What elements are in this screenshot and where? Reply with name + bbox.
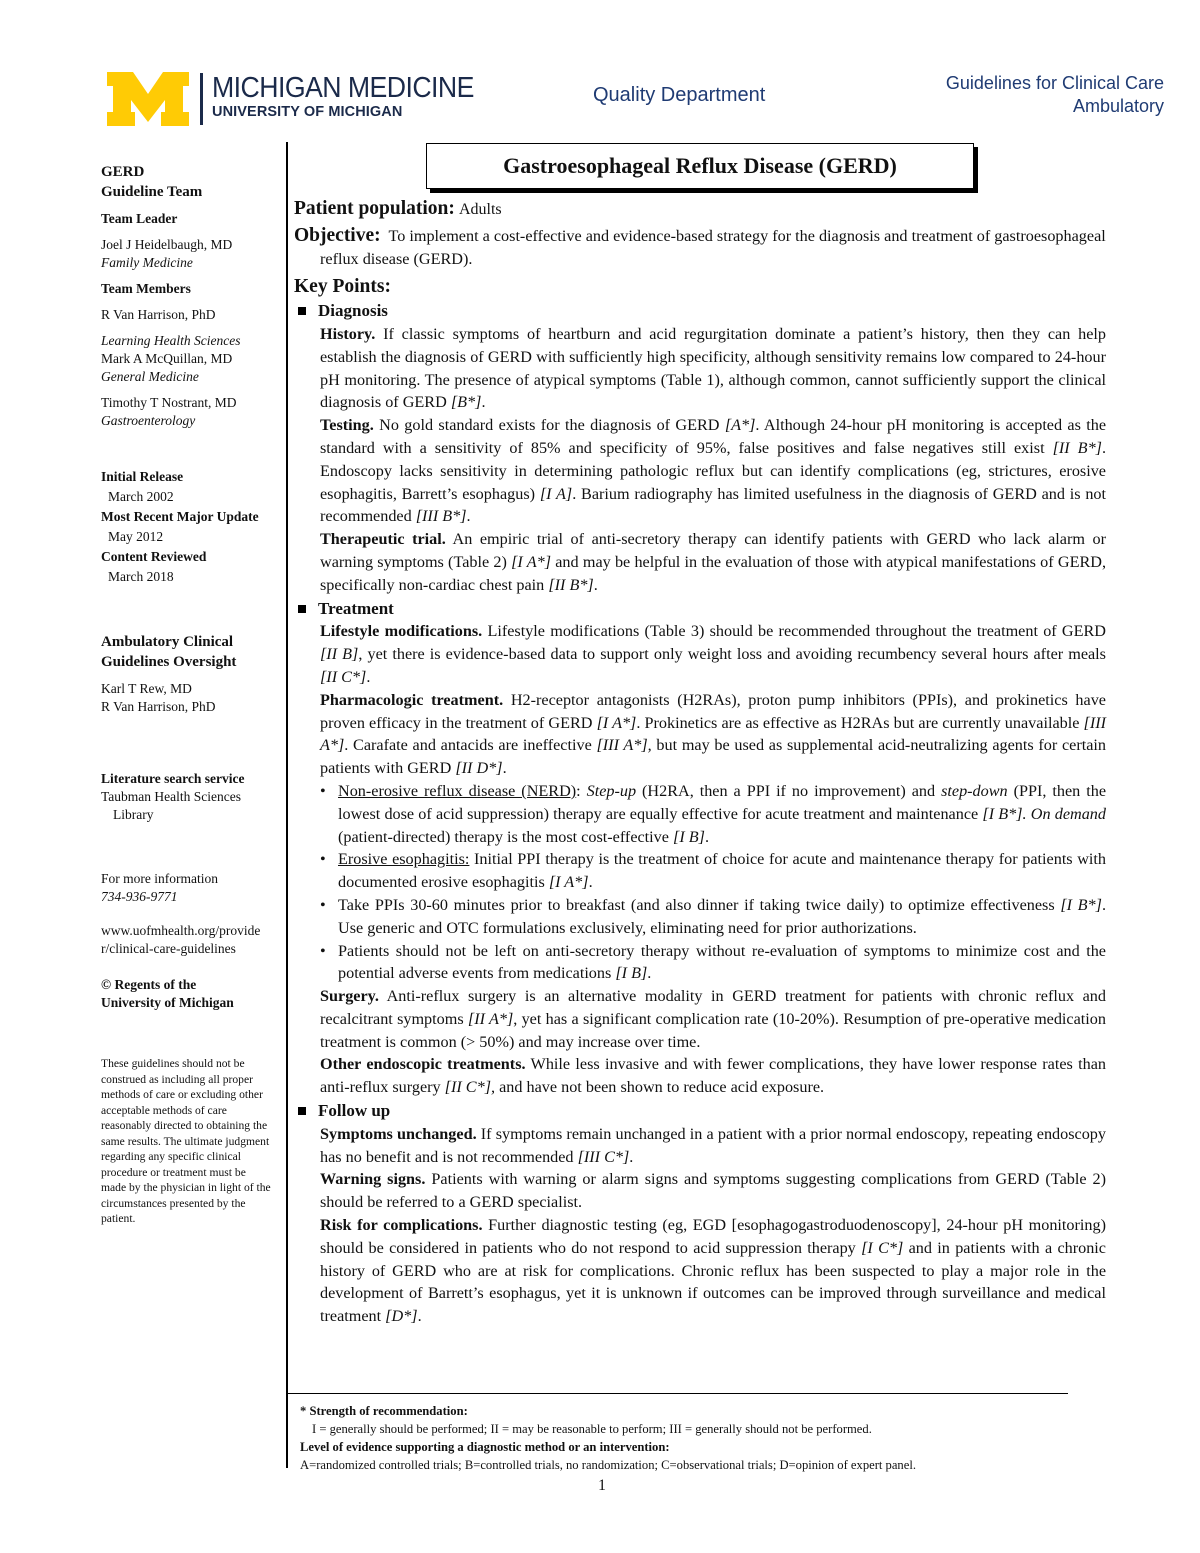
strength-label: * Strength of recommendation: xyxy=(300,1404,468,1418)
leader-name: Joel J Heidelbaugh, MD xyxy=(101,237,233,252)
copyright: University of Michigan xyxy=(101,995,234,1010)
lifestyle-paragraph: Lifestyle modifications. Lifestyle modifications (Table 3) should be recommended throughout the treatment of GERD [II B], yet there is evidence-based data to support only weight loss and avoiding recumbency several hours after meals [II C*]. xyxy=(320,622,1106,686)
endoscopic-paragraph: Other endoscopic treatments. While less invasive and with fewer complications, they have lower response rates than anti-reflux surgery [II C*], and have not been shown to reduce acid exposure. xyxy=(320,1055,1106,1097)
oversight-name: R Van Harrison, PhD xyxy=(101,699,216,714)
surgery-paragraph: Surgery. Anti-reflux surgery is an alternative modality in GERD treatment for patients with chronic reflux and recalcitrant symptoms [II A*], yet has a significant complication rate (10-20%). Resumption of pre-operative medication treatment is common (> 50%) and may increase over time. xyxy=(320,987,1106,1051)
strength-text: I = generally should be performed; II = may be reasonable to perform; III = generally should not be performed. xyxy=(312,1422,872,1436)
member-name: Timothy T Nostrant, MD xyxy=(101,395,237,410)
member-dept: General Medicine xyxy=(101,369,199,384)
member-dept: Gastroenterology xyxy=(101,413,196,428)
objective-text: To implement a cost-effective and evidence-based strategy for the diagnosis and treatment of gastroesophageal reflux disease (GERD). xyxy=(320,226,1106,268)
bullet-dot-icon: • xyxy=(320,941,326,960)
bullet-square-icon xyxy=(298,605,306,613)
logo-title: MICHIGAN MEDICINE xyxy=(212,72,474,104)
michigan-block-m-logo xyxy=(107,72,189,131)
member-name: Mark A McQuillan, MD xyxy=(101,351,233,366)
leader-heading: Team Leader xyxy=(101,211,178,226)
major-update-date: May 2012 xyxy=(108,529,164,544)
oversight-heading: Guidelines Oversight xyxy=(101,654,237,670)
oversight-name: Karl T Rew, MD xyxy=(101,681,192,696)
member-name: R Van Harrison, PhD xyxy=(101,307,216,322)
logo-subtitle: UNIVERSITY OF MICHIGAN xyxy=(212,104,403,120)
guidelines-line-2: Ambulatory xyxy=(1072,96,1164,116)
copyright: © Regents of the xyxy=(101,977,197,992)
lit-line: Taubman Health Sciences xyxy=(101,789,242,804)
page-number: 1 xyxy=(598,1477,606,1494)
level-text: A=randomized controlled trials; B=controlled trials, no randomization; C=observational trials; D=opinion of expert panel. xyxy=(300,1458,916,1472)
key-points-label: Key Points: xyxy=(294,276,391,298)
initial-release-label: Initial Release xyxy=(101,469,184,484)
initial-release-date: March 2002 xyxy=(108,489,174,504)
member-dept: Learning Health Sciences xyxy=(101,333,241,348)
footnote xyxy=(300,1402,1090,1474)
members-heading: Team Members xyxy=(101,281,191,296)
list-item: • Erosive esophagitis: Initial PPI therapy is the treatment of choice for acute and maintenance therapy for patients with documented erosive esophagitis [I A*]. xyxy=(320,850,1107,892)
sidebar-topic: GERD xyxy=(101,164,145,180)
guidelines-label xyxy=(946,72,1164,118)
disclaimer: These guidelines should not be construed as including all proper methods of care or excluding other acceptable methods of care reasonably directed to obtaining the same results. The ultimate judgment regarding any specific clinical procedure or treatment must be made by the physician in light of the circumstances presented by the patient. xyxy=(101,1057,271,1225)
trial-paragraph: Therapeutic trial. An empiric trial of anti-secretory therapy can identify patients with GERD who lack alarm or warning symptoms (Table 2) [I A*] and may be helpful in the evaluation of those with atypical manifestations of GERD, specifically non-cardiac chest pain [II B*]. xyxy=(320,530,1106,594)
level-label: Level of evidence supporting a diagnostic method or an intervention: xyxy=(300,1440,670,1454)
guidelines-line-1: Guidelines for Clinical Care xyxy=(945,73,1164,93)
leader-dept: Family Medicine xyxy=(101,255,193,270)
section-heading: Follow up xyxy=(318,1101,391,1121)
guidelines-url[interactable]: www.uofmhealth.org/provide xyxy=(101,923,261,938)
department-label: Quality Department xyxy=(593,84,766,106)
list-item: • Non-erosive reflux disease (NERD): Step-up (H2RA, then a PPI if no improvement) and step-down (PPI, then the lowest dose of acid suppression) therapy are equally effective for acute treatment and maintenance [I B*]. On demand (patient-directed) therapy is the most cost-effective [I B]. xyxy=(320,781,1107,846)
major-update-label: Most Recent Major Update xyxy=(101,509,259,524)
list-item: • Patients should not be left on anti-secretory therapy without re-evaluation of symptoms to minimize cost and the potential adverse events from medications [I B]. xyxy=(320,941,1106,983)
footnote-divider xyxy=(288,1393,1068,1394)
bullet-square-icon xyxy=(298,307,306,315)
warning-paragraph: Warning signs. Patients with warning or alarm signs and symptoms suggesting complications from GERD (Table 2) should be referred to a GERD specialist. xyxy=(320,1170,1106,1212)
info-phone: 734-936-9771 xyxy=(101,889,178,904)
section-heading: Diagnosis xyxy=(318,301,388,321)
lit-line: Library xyxy=(113,807,154,822)
list-item: • Take PPIs 30-60 minutes prior to breakfast (and also dinner if taking twice daily) to optimize effectiveness [I B*]. Use generic and OTC formulations exclusively, eliminating need for prior authorizations. xyxy=(320,895,1106,937)
oversight-heading: Ambulatory Clinical xyxy=(101,634,234,650)
content-reviewed-date: March 2018 xyxy=(108,569,174,584)
guidelines-url[interactable]: r/clinical-care-guidelines xyxy=(101,941,236,956)
objective-label: Objective: xyxy=(294,224,381,246)
team-heading: Guideline Team xyxy=(101,184,203,200)
main-content xyxy=(294,198,1106,1328)
info-label: For more information xyxy=(101,871,218,886)
population-label: Patient population: xyxy=(294,198,455,219)
logo-divider xyxy=(200,73,203,125)
population-value: Adults xyxy=(458,201,502,218)
section-heading: Treatment xyxy=(318,598,394,618)
bullet-dot-icon: • xyxy=(320,781,326,800)
lit-heading: Literature search service xyxy=(101,771,245,786)
bullet-square-icon xyxy=(298,1107,306,1115)
bullet-dot-icon: • xyxy=(320,895,326,914)
history-paragraph: History. If classic symptoms of heartburn and acid regurgitation dominate a patient’s history, then they can help establish the diagnosis of GERD with sufficiently high specificity, although sensitivity remains low compared to 24-hour pH monitoring. The presence of atypical symptoms (Table 1), although common, cannot sufficiently support the clinical diagnosis of GERD [B*]. xyxy=(320,324,1106,412)
pharm-paragraph: Pharmacologic treatment. H2-receptor antagonists (H2RAs), proton pump inhibitors (PPIs), and prokinetics have proven efficacy in the treatment of GERD [I A*]. Prokinetics are as effective as H2RAs but are currently unavailable [III A*]. Carafate and antacids are ineffective [III A*], but may be used as supplemental acid-neutralizing agents for certain patients with GERD [II D*]. xyxy=(320,690,1107,778)
unchanged-paragraph: Symptoms unchanged. If symptoms remain unchanged in a patient with a prior normal endoscopy, repeating endoscopy has no benefit and is not recommended [III C*]. xyxy=(320,1124,1106,1166)
content-reviewed-label: Content Reviewed xyxy=(101,549,207,564)
page-title: Gastroesophageal Reflux Disease (GERD) xyxy=(426,143,974,189)
column-divider xyxy=(286,142,288,1468)
bullet-dot-icon: • xyxy=(320,850,326,869)
testing-paragraph: Testing. No gold standard exists for the diagnosis of GERD [A*]. Although 24-hour pH monitoring is accepted as the standard with a sensitivity of 85% and specificity of 95%, false positives and false negatives still exist [II B*]. Endoscopy lacks sensitivity in determining pathologic reflux but can identify complications (eg, strictures, erosive esophagitis, Barrett’s esophagus) [I A]. Barium radiography has limited usefulness in the diagnosis of GERD and is not recommended [III B*]. xyxy=(320,416,1107,526)
sidebar xyxy=(101,162,286,1227)
risk-paragraph: Risk for complications. Further diagnostic testing (eg, EGD [esophagogastroduodenoscopy], 24-hour pH monitoring) should be considered in patients who do not respond to acid suppression therapy [I C*] and in patients with a chronic history of GERD who are at risk for complications. Chronic reflux has been suspected to play a major role in the development of Barrett’s esophagus, yet it is unknown if outcomes can be improved through surveillance and medical treatment [D*]. xyxy=(320,1216,1106,1326)
